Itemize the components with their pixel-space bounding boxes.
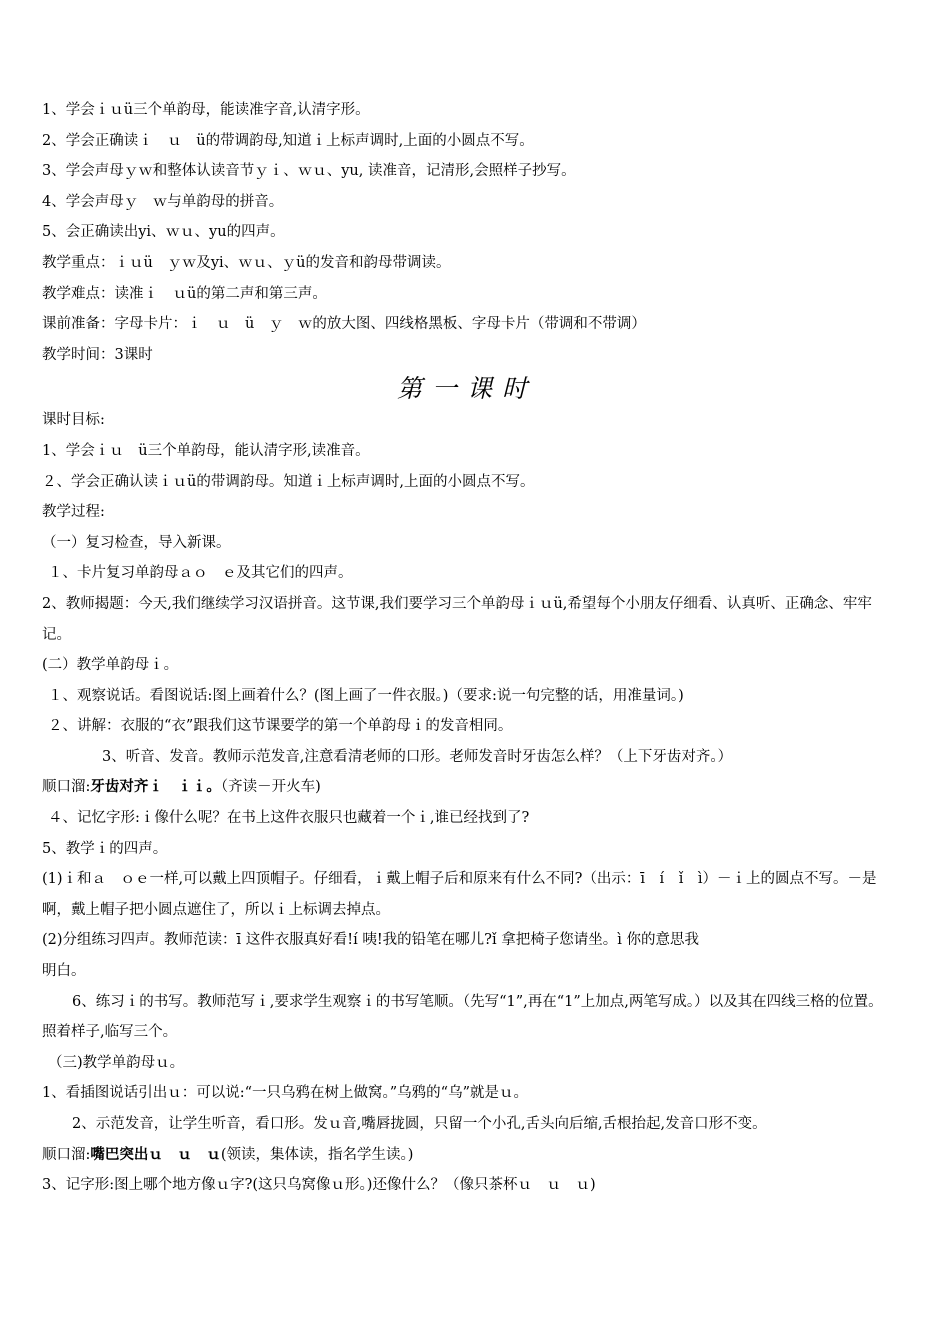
rhyme-text: 嘴巴突出ｕ ｕ ｕ xyxy=(90,1146,221,1163)
rhyme-label: 顺口溜: xyxy=(42,779,91,796)
demo-u-line: 2、示范发音，让学生听音，看口形。发ｕ音,嘴唇拢圆，只留一个小孔,舌头向后缩,舌根抬起,发音口形不变。 xyxy=(72,1116,767,1132)
difficult-points: 教学难点：读准ｉ ｕü的第二声和第三声。 xyxy=(42,285,327,302)
key-points: 教学重点：ｉｕü ｙｗ及yi、ｗｕ、ｙü的发音和韵母带调读。 xyxy=(42,254,451,271)
lesson-plan-document xyxy=(42,95,892,1201)
objective-line: 3、学会声母ｙｗ和整体认读音节ｙｉ、ｗｕ、yu, 读准音，记清形,会照样子抄写。 xyxy=(42,163,576,180)
process-heading: 教学过程: xyxy=(42,504,105,521)
step-heading-2: (二）教学单韵母ｉ。 xyxy=(42,657,179,674)
writing-paragraph: 6、练习ｉ的书写。教师范写ｉ,要求学生观察ｉ的书写笔顺。（先写“1”,再在“1”上加点,两笔写成。）以及其在四线三格的位置。照着样子,临写三个。 xyxy=(42,993,883,1041)
rhyme-note: （齐读－开火车) xyxy=(220,779,321,796)
step-line: 1、看插图说话引出ｕ：可以说:“一只乌鸦在树上做窝。”乌鸦的“乌”就是ｕ。 xyxy=(42,1085,529,1102)
step-heading-3: （三)教学单韵母ｕ。 xyxy=(48,1054,185,1071)
tone-practice-line: (2)分组练习四声。教师范读：ī 这件衣服真好看!í 咦!我的铅笔在哪儿?ǐ 拿把椅子您请坐。ì 你的意思我 xyxy=(42,932,699,949)
lesson-goal-line: 1、学会ｉｕ ü三个单韵母，能认清字形,读准音。 xyxy=(42,442,370,459)
lesson-goal-line: ２、学会正确认读ｉｕü的带调韵母。知道ｉ上标声调时,上面的小圆点不写。 xyxy=(42,473,535,490)
step-heading-1: （一）复习检查，导入新课。 xyxy=(42,534,231,551)
step-line: ２、讲解：衣服的“衣”跟我们这节课要学的第一个单韵母ｉ的发音相同。 xyxy=(48,718,513,735)
objective-line: 5、会正确读出yi、ｗｕ、yu的四声。 xyxy=(42,224,285,241)
section-title: 第一课时 xyxy=(396,374,537,404)
objective-line: 1、学会ｉｕü三个单韵母，能读准字音,认清字形。 xyxy=(42,102,370,118)
step-line: ４、记忆字形:ｉ像什么呢？在书上这件衣服只也藏着一个ｉ,谁已经找到了? xyxy=(48,810,530,827)
step-line: 5、教学ｉ的四声。 xyxy=(42,840,168,857)
teacher-intro-paragraph: 2、教师揭题：今天,我们继续学习汉语拼音。这节课,我们要学习三个单韵母ｉｕü,希望每个小朋友仔细看、认真听、正确念、牢牢记。 xyxy=(42,595,872,643)
rhyme-note: (领读，集体读，指名学生读。) xyxy=(220,1146,414,1163)
listen-pronounce-line: 3、听音、发音。教师示范发音,注意看清老师的口形。老师发音时牙齿怎么样？（上下牙齿对齐。） xyxy=(102,748,733,765)
preparation: 课前准备：字母卡片：ｉ ｕ ü ｙ ｗ的放大图、四线格黑板、字母卡片（带调和不带调） xyxy=(42,316,646,333)
rhyme-text: 牙齿对齐ｉ ｉｉ。 xyxy=(90,779,221,796)
objective-line: 2、学会正确读ｉ ｕ ü的带调韵母,知道ｉ上标声调时,上面的小圆点不写。 xyxy=(42,132,534,149)
step-line: １、卡片复习单韵母ａｏ ｅ及其它们的四声。 xyxy=(48,565,353,582)
tone-paragraph: (1)ｉ和ａ ｏｅ一样,可以戴上四顶帽子。仔细看，ｉ戴上帽子后和原来有什么不同?（出示：ī í ǐ ì）－ｉ上的圆点不写。－是啊，戴上帽子把小圆点遮住了，所以ｉ上标调去掉点。 xyxy=(42,871,877,918)
rhyme-line-i xyxy=(42,772,892,803)
lesson-goal-heading: 课时目标: xyxy=(42,412,105,429)
rhyme-line-u xyxy=(42,1140,892,1171)
teaching-time: 教学时间：3课时 xyxy=(42,346,153,363)
rhyme-label: 顺口溜: xyxy=(42,1146,91,1163)
objective-line: 4、学会声母ｙ ｗ与单韵母的拼音。 xyxy=(42,193,284,210)
step-line: １、观察说话。看图说话:图上画着什么？(图上画了一件衣服。)（要求:说一句完整的话，用准量词。) xyxy=(48,687,684,704)
tone-practice-line: 明白。 xyxy=(42,963,86,980)
step-line: 3、记字形:图上哪个地方像ｕ字?(这只乌窝像ｕ形。)还像什么？（像只茶杯ｕ ｕ ｕ) xyxy=(42,1177,596,1194)
